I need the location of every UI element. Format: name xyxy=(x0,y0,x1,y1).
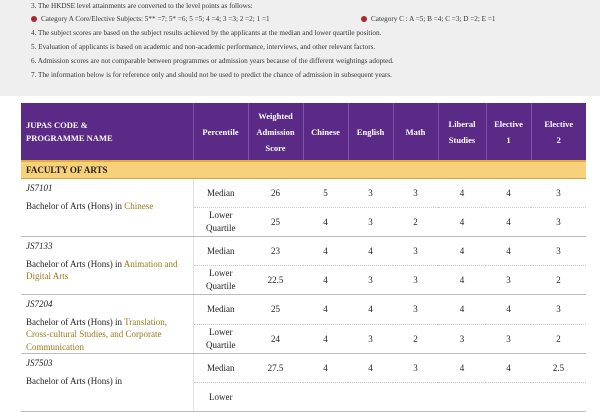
score-cell: 4 xyxy=(438,295,486,325)
score-cell: 4 xyxy=(303,237,348,266)
percentile-lower-quartile: Lower xyxy=(193,383,248,412)
percentile-median: Median xyxy=(193,354,248,383)
programme-name-highlight: Translation, Cross-cultural Studies, and Corporate Communication xyxy=(26,316,167,352)
score-cell: 3 xyxy=(531,208,586,237)
programme-cell xyxy=(21,295,193,354)
score-cell: 4 xyxy=(303,324,348,354)
score-cell: 23 xyxy=(248,237,303,266)
score-cell: 3 xyxy=(393,354,438,383)
jupas-code: JS7204 xyxy=(26,299,53,309)
category-c-text: Category C : A =5; B =4; C =3; D =2; E =1 xyxy=(371,15,496,23)
score-cell: 3 xyxy=(393,295,438,325)
note-4: 4. The subject scores are based on the subject results achieved by the applicants at the median and lower quartile position. xyxy=(31,29,382,37)
score-cell: 3 xyxy=(348,208,393,237)
programme-name-highlight: Animation and Digital Arts xyxy=(26,258,178,281)
score-cell: 4 xyxy=(303,208,348,237)
score-cell: 5 xyxy=(303,179,348,208)
table-row xyxy=(21,179,586,208)
header-chinese: Chinese xyxy=(303,103,348,161)
note-3: 3. The HKDSE level attainments are converted to the level points as follows: xyxy=(31,2,253,10)
header-elective-2: Elective 2 xyxy=(531,103,586,161)
jupas-code: JS7133 xyxy=(26,241,53,251)
score-cell xyxy=(348,383,393,412)
notes-panel xyxy=(0,0,600,96)
bullet-icon xyxy=(31,16,37,22)
score-cell: 4 xyxy=(438,179,486,208)
faculty-row xyxy=(21,161,586,179)
percentile-median: Median xyxy=(193,295,248,325)
score-cell: 4 xyxy=(486,354,531,383)
score-cell: 26 xyxy=(248,179,303,208)
score-cell: 3 xyxy=(348,179,393,208)
percentile-lower-quartile: Lower Quartile xyxy=(193,208,248,237)
score-cell: 4 xyxy=(486,179,531,208)
score-cell: 22.5 xyxy=(248,266,303,295)
programme-rows xyxy=(21,179,586,412)
percentile-median: Median xyxy=(193,179,248,208)
score-cell xyxy=(248,383,303,412)
header-english: English xyxy=(348,103,393,161)
jupas-code: JS7503 xyxy=(26,358,53,368)
score-cell: 4 xyxy=(438,208,486,237)
score-cell: 3 xyxy=(393,179,438,208)
admission-scores-table xyxy=(21,103,586,412)
table-header-row xyxy=(21,103,586,161)
score-cell: 4 xyxy=(438,237,486,266)
programme-name-highlight: Chinese xyxy=(124,200,154,211)
score-cell: 4 xyxy=(303,295,348,325)
score-cell xyxy=(531,383,586,412)
programme-name: Bachelor of Arts (Hons) in xyxy=(26,200,125,211)
score-cell: 4 xyxy=(438,266,486,295)
jupas-code: JS7101 xyxy=(26,183,53,193)
score-cell: 4 xyxy=(303,266,348,295)
table-row xyxy=(21,237,586,266)
score-cell xyxy=(438,383,486,412)
score-cell: 4 xyxy=(303,354,348,383)
score-cell: 4 xyxy=(348,295,393,325)
category-row xyxy=(31,15,496,24)
score-cell: 25 xyxy=(248,208,303,237)
table-row xyxy=(21,295,586,325)
category-a-text: Category A Core/Elective Subjects: 5** =7; 5* =6; 5 =5; 4 =4; 3 =3; 2 =2; 1 =1 xyxy=(41,15,270,23)
header-liberal-studies: Liberal Studies xyxy=(438,103,486,161)
score-cell: 2 xyxy=(393,208,438,237)
header-math: Math xyxy=(393,103,438,161)
note-6: 6. Admission scores are not comparable between programmes or admission years because of the different weightings adopted. xyxy=(31,57,394,65)
score-cell: 4 xyxy=(438,354,486,383)
programme-name: Bachelor of Arts (Hons) in xyxy=(26,316,125,327)
header-weighted-score: Weighted Admission Score xyxy=(248,103,303,161)
percentile-lower-quartile: Lower Quartile xyxy=(193,266,248,295)
score-cell: 3 xyxy=(531,237,586,266)
note-5: 5. Evaluation of applicants is based on academic and non-academic performance, interviews, and other relevant factors. xyxy=(31,43,376,51)
header-percentile: Percentile xyxy=(193,103,248,161)
score-cell: 3 xyxy=(393,266,438,295)
score-cell: 25 xyxy=(248,295,303,325)
score-cell: 4 xyxy=(486,295,531,325)
percentile-lower-quartile: Lower Quartile xyxy=(193,324,248,354)
score-cell: 3 xyxy=(348,324,393,354)
score-cell: 24 xyxy=(248,324,303,354)
score-cell xyxy=(486,383,531,412)
score-cell: 2 xyxy=(531,324,586,354)
percentile-median: Median xyxy=(193,237,248,266)
score-cell: 3 xyxy=(348,266,393,295)
programme-cell xyxy=(21,237,193,295)
programme-cell xyxy=(21,179,193,237)
score-cell: 2 xyxy=(531,266,586,295)
programme-name: Bachelor of Arts (Hons) in xyxy=(26,258,124,269)
score-cell: 4 xyxy=(348,354,393,383)
score-cell: 2 xyxy=(393,324,438,354)
bullet-icon xyxy=(361,16,367,22)
header-programme: JUPAS CODE & PROGRAMME NAME xyxy=(21,103,193,161)
table-row xyxy=(21,354,586,383)
programme-cell xyxy=(21,354,193,412)
score-cell: 3 xyxy=(393,237,438,266)
programme-name: Bachelor of Arts (Hons) in xyxy=(26,375,122,386)
note-7: 7. The information below is for reference only and should not be used to predict the chance of admission in subsequent years. xyxy=(31,71,392,79)
score-cell: 4 xyxy=(486,237,531,266)
score-cell xyxy=(303,383,348,412)
score-cell: 4 xyxy=(348,237,393,266)
header-elective-1: Elective 1 xyxy=(486,103,531,161)
score-cell: 4 xyxy=(486,208,531,237)
score-cell: 27.5 xyxy=(248,354,303,383)
score-cell: 2.5 xyxy=(531,354,586,383)
score-cell: 3 xyxy=(531,179,586,208)
score-cell: 3 xyxy=(531,295,586,325)
score-cell xyxy=(393,383,438,412)
score-cell: 3 xyxy=(438,324,486,354)
score-cell: 3 xyxy=(486,324,531,354)
score-cell: 3 xyxy=(486,266,531,295)
category-c xyxy=(361,15,496,24)
faculty-title: FACULTY OF ARTS xyxy=(21,161,586,179)
